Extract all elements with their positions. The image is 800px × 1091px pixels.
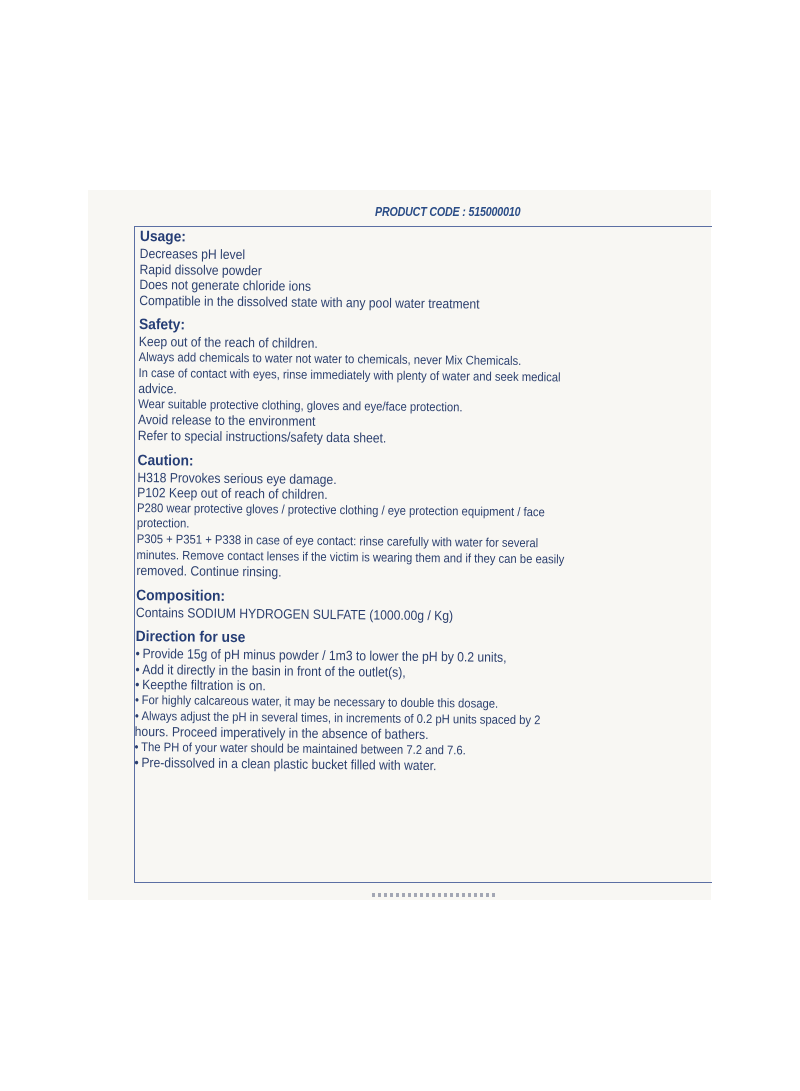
safety-heading: Safety:	[138, 316, 186, 334]
usage-section	[139, 228, 710, 314]
safety-line: In case of contact with eyes, rinse immediately with plenty of water and seek medical	[138, 365, 561, 384]
direction-line: • The PH of your water should be maintained between 7.2 and 7.6.	[134, 740, 647, 761]
caution-line: minutes. Remove contact lenses if the victim is wearing them and if they can be easily	[136, 547, 565, 566]
safety-line: Wear suitable protective clothing, gloves and eye/face protection.	[138, 396, 463, 415]
product-code: PRODUCT CODE : 515000010	[375, 204, 521, 219]
label-content	[134, 228, 710, 785]
caution-line: P102 Keep out of reach of children.	[137, 485, 328, 503]
safety-line: Always add chemicals to water not water to chemicals, never Mix Chemicals.	[138, 349, 522, 368]
caution-line: removed. Continue rinsing.	[136, 563, 282, 580]
caution-heading: Caution:	[137, 451, 194, 470]
usage-line: Decreases pH level	[139, 245, 246, 263]
usage-line: Rapid dissolve powder	[139, 261, 262, 278]
direction-line: hours. Proceed imperatively in the absence of bathers.	[134, 724, 429, 743]
caution-line: P305 + P351 + P338 in case of eye contact: rinse carefully with water for several	[136, 531, 539, 551]
safety-section	[138, 316, 709, 449]
usage-line: Does not generate chloride ions	[139, 277, 312, 294]
direction-section	[134, 628, 705, 777]
direction-line: • Keepthe filtration is on.	[135, 677, 648, 698]
caution-line: P280 wear protective gloves / protective clothing / eye protection equipment / face	[136, 500, 545, 519]
usage-heading: Usage:	[139, 228, 187, 246]
printed-smudge	[372, 893, 498, 897]
direction-heading: Direction for use	[135, 628, 246, 647]
safety-line: Avoid release to the environment	[137, 412, 316, 430]
usage-line: Compatible in the dissolved state with any pool water treatment	[139, 292, 480, 312]
safety-line: advice.	[138, 381, 177, 397]
direction-line: • Add it directly in the basin in front of the outlet(s),	[135, 662, 648, 683]
caution-line: H318 Provokes serious eye damage.	[137, 469, 337, 487]
direction-line: • Pre-dissolved in a clean plastic bucket filled with water.	[134, 755, 647, 776]
direction-line: • Provide 15g of pH minus powder / 1m3 to lower the pH by 0.2 units,	[135, 646, 648, 667]
caution-section	[136, 452, 707, 585]
direction-line: • Always adjust the pH in several times, in increments of 0.2 pH units spaced by 2	[135, 709, 648, 730]
caution-line: protection.	[136, 516, 190, 531]
composition-heading: Composition:	[136, 586, 226, 605]
safety-line: Refer to special instructions/safety data sheet.	[137, 427, 387, 446]
direction-line: • For highly calcareous water, it may be necessary to double this dosage.	[135, 693, 648, 714]
composition-section	[136, 587, 706, 627]
composition-line: Contains SODIUM HYDROGEN SULFATE (1000.00g / Kg)	[135, 604, 454, 623]
safety-line: Keep out of the reach of children.	[138, 334, 318, 352]
